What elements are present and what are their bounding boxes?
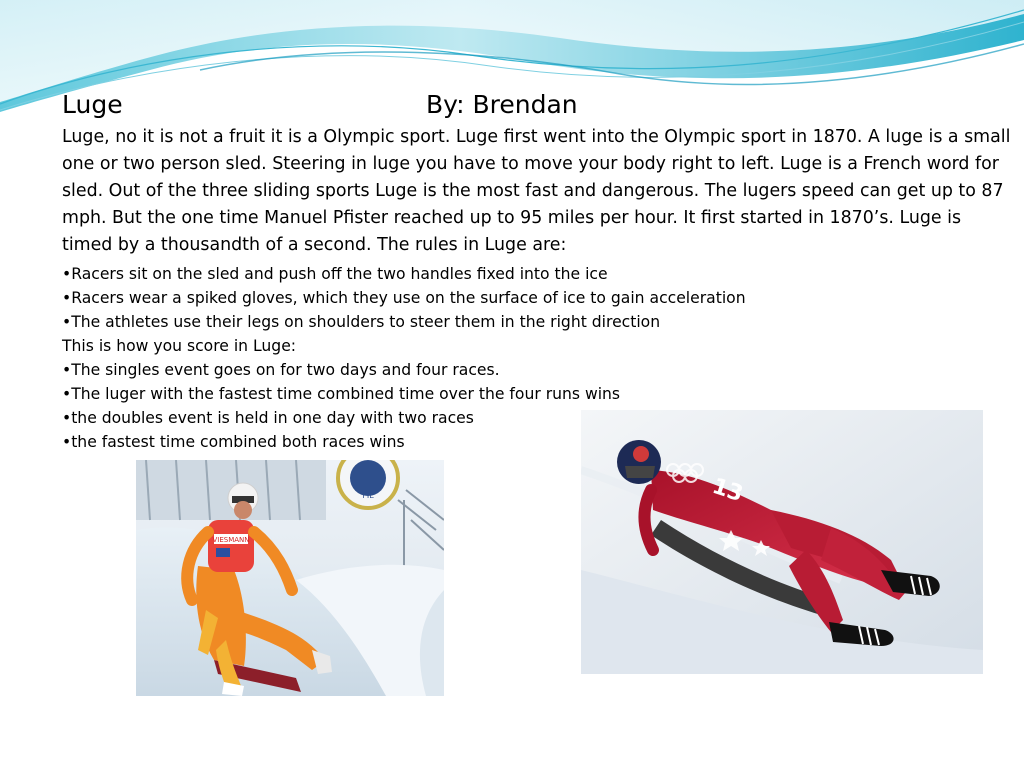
- scoring-heading: This is how you score in Luge:: [62, 337, 297, 355]
- slide-title: [62, 88, 662, 122]
- singles-luge-photo: [581, 410, 983, 674]
- scoring-item: •the fastest time combined both races wins: [62, 433, 405, 451]
- rule-item: •Racers wear a spiked gloves, which they use on the surface of ice to gain acceleration: [62, 289, 746, 307]
- suit-sponsor-text: VIESMANN: [212, 536, 250, 544]
- rule-item: •The athletes use their legs on shoulders to steer them in the right direction: [62, 313, 661, 331]
- title-text: Luge: [62, 90, 123, 119]
- rule-item: •Racers sit on the sled and push off the two handles fixed into the ice: [62, 265, 608, 283]
- scoring-item: •the doubles event is held in one day with two races: [62, 409, 474, 427]
- doubles-luge-photo: [136, 460, 444, 696]
- scoring-item: •The luger with the fastest time combined time over the four runs wins: [62, 385, 621, 403]
- bib-number: 13: [709, 473, 746, 508]
- intro-paragraph: Luge, no it is not a fruit it is a Olympic sport. Luge first went into the Olympic sport in 1870. A luge is a small one or two person sled. Steering in luge you have to move your body right to left. Luge is a French word for sled. Out of the three sliding sports Luge is the most fast and dangerous. The lugers speed can get up to 87 mph. But the one time Manuel Pfister reached up to 95 miles per hour. It first started in 1870’s. Luge is timed by a thousandth of a second. The rules in Luge are:: [62, 127, 1011, 255]
- scoring-item: •The singles event goes on for two days and four races.: [62, 361, 500, 379]
- author-text: By: Brendan: [426, 90, 578, 119]
- fil-sign-text: FIL: [362, 491, 374, 500]
